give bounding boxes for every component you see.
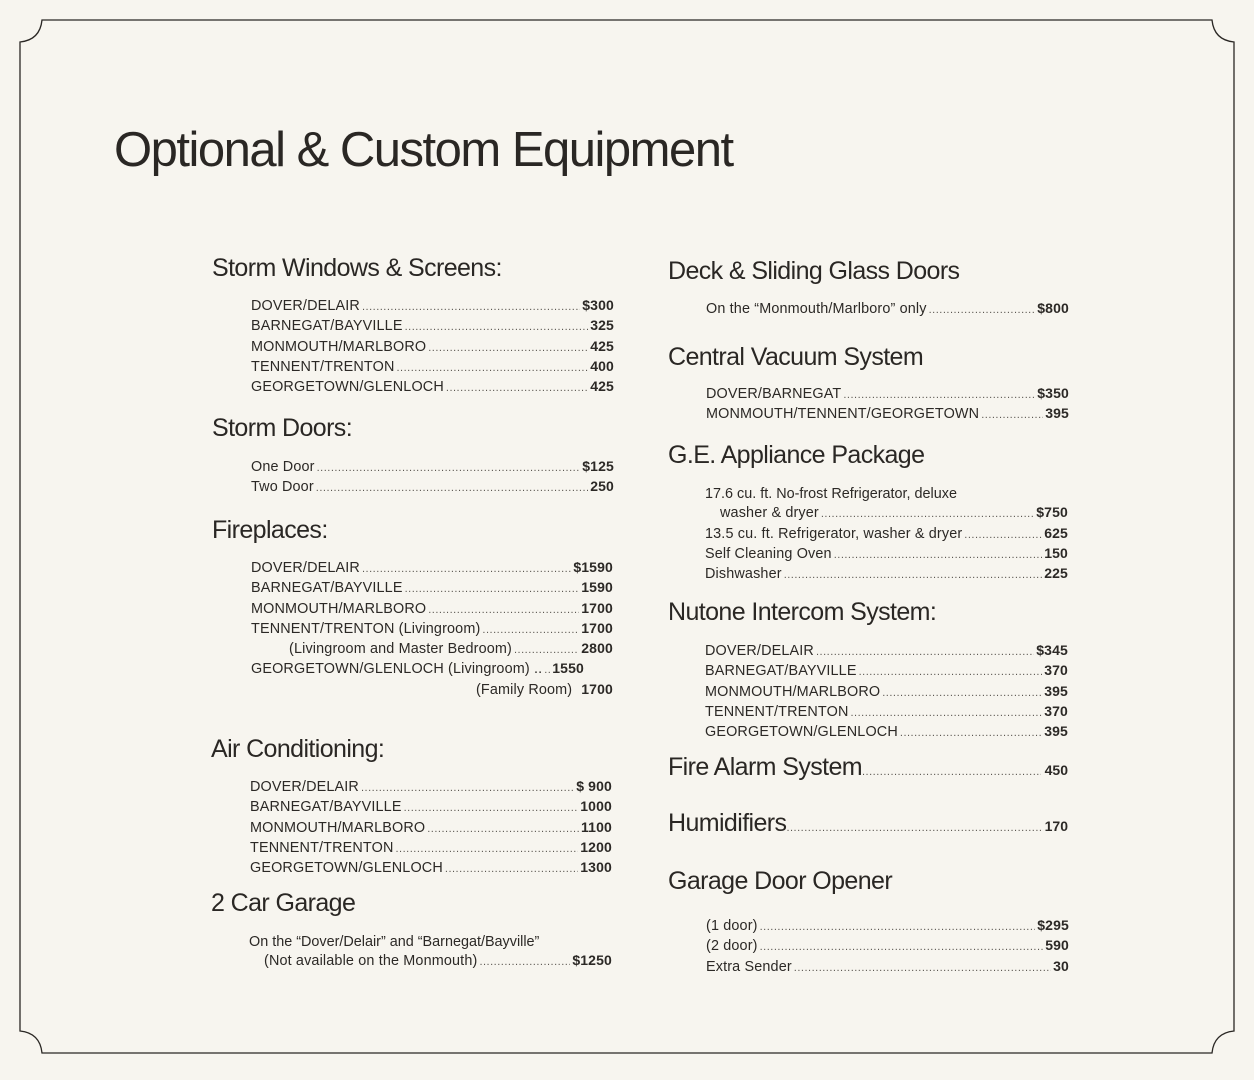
item-price: $ 900	[576, 778, 612, 794]
list-item	[251, 316, 614, 336]
item-label: MONMOUTH/TENNENT/GEORGETOWN	[706, 406, 980, 423]
dot-leader	[859, 663, 1043, 681]
item-label: Two Door	[251, 479, 314, 496]
item-label: BARNEGAT/BAYVILLE	[251, 580, 403, 597]
list-item	[706, 384, 1069, 404]
list-item	[706, 404, 1069, 424]
item-label: (Family Room)	[475, 681, 573, 698]
item-price: 1550	[552, 660, 584, 677]
item-price: $300	[582, 297, 614, 313]
intercom-list	[705, 641, 1068, 742]
item-label: BARNEGAT/BAYVILLE	[250, 799, 402, 816]
section-deck	[668, 256, 959, 286]
dot-leader	[446, 379, 588, 397]
dot-leader	[404, 799, 579, 817]
item-label: Dishwasher	[705, 566, 782, 583]
dot-leader	[427, 820, 579, 838]
dot-leader	[396, 840, 579, 858]
dot-leader	[362, 560, 571, 578]
section-garage	[211, 888, 355, 918]
dot-leader	[821, 505, 1034, 523]
item-price: 30	[1053, 957, 1069, 974]
list-item	[251, 558, 613, 578]
dot-leader	[964, 526, 1042, 544]
item-price: 250	[590, 478, 614, 495]
section-vacuum	[668, 342, 923, 372]
item-price: 625	[1044, 524, 1068, 541]
section-heading: Deck & Sliding Glass Doors	[668, 257, 960, 285]
section-heading: Fireplaces:	[212, 516, 328, 544]
item-price: 395	[1045, 405, 1069, 422]
section-storm-windows	[212, 253, 502, 283]
item-label: BARNEGAT/BAYVILLE	[705, 663, 857, 680]
item-price: 1000	[580, 798, 612, 815]
item-label: TENNENT/TRENTON	[705, 703, 849, 720]
item-price: $1590	[573, 559, 613, 575]
item-label: MONMOUTH/MARLBORO	[705, 683, 881, 700]
item-label: Extra Sender	[706, 958, 792, 975]
storm-doors-list	[251, 457, 614, 498]
list-item	[251, 477, 614, 497]
item-price: 150	[1044, 544, 1068, 561]
item-price: 1300	[580, 859, 612, 876]
dot-leader	[362, 298, 580, 316]
section-heading: Central Vacuum System	[668, 343, 924, 371]
list-item	[251, 599, 613, 619]
appliance-list	[705, 485, 1068, 584]
deck-list	[706, 299, 1069, 319]
item-price: $750	[1036, 504, 1068, 521]
item-label: (1 door)	[706, 918, 758, 934]
list-item	[251, 578, 613, 598]
price: 170	[1044, 818, 1068, 834]
list-item	[251, 659, 613, 679]
item-price: $295	[1037, 917, 1069, 933]
dot-leader	[405, 580, 580, 598]
section-heading: Humidifiers	[668, 809, 787, 837]
item-price: 2800	[581, 640, 613, 657]
list-item	[251, 457, 614, 477]
list-item	[251, 680, 613, 699]
list-item	[250, 838, 612, 858]
section-air-conditioning	[211, 734, 384, 764]
section-fireplaces	[212, 515, 328, 545]
dot-leader	[397, 359, 589, 377]
item-label: MONMOUTH/MARLBORO	[251, 338, 427, 355]
list-item	[706, 957, 1069, 977]
fireplaces-list	[251, 558, 613, 699]
dot-leader	[479, 953, 570, 971]
list-item	[705, 722, 1068, 742]
dot-leader	[544, 661, 550, 679]
list-item	[705, 702, 1068, 722]
section-heading: Nutone Intercom System:	[668, 598, 937, 626]
list-item	[250, 777, 612, 797]
list-item	[706, 299, 1069, 319]
list-item	[705, 564, 1068, 584]
list-item	[250, 818, 612, 838]
page-title: Optional & Custom Equipment	[114, 123, 733, 177]
item-price: $125	[582, 458, 614, 474]
section-storm-doors	[212, 413, 352, 443]
item-label: DOVER/DELAIR	[250, 779, 359, 795]
item-label: DOVER/DELAIR	[705, 643, 814, 659]
dot-leader	[760, 918, 1036, 936]
item-label: DOVER/DELAIR	[251, 560, 360, 576]
list-item	[251, 619, 613, 639]
item-label: On the “Monmouth/Marlboro” only	[706, 301, 927, 317]
list-item	[251, 357, 614, 377]
item-price: 425	[590, 378, 614, 395]
dot-leader	[816, 643, 1034, 661]
dot-leader	[981, 406, 1043, 424]
dot-leader	[929, 301, 1036, 319]
list-item	[705, 524, 1068, 544]
garage-note: On the “Dover/Delair” and “Barnegat/Bayville”	[249, 934, 540, 950]
dot-leader	[445, 860, 578, 878]
storm-windows-list	[251, 296, 614, 397]
item-price: 1100	[581, 818, 612, 835]
section-heading: Garage Door Opener	[668, 867, 893, 895]
dot-leader	[851, 704, 1043, 722]
dot-leader	[361, 779, 574, 797]
list-item	[251, 296, 614, 316]
item-label: DOVER/BARNEGAT	[706, 386, 842, 402]
dot-leader	[317, 459, 581, 477]
item-label: MONMOUTH/MARLBORO	[251, 600, 427, 617]
item-label: Self Cleaning Oven	[705, 545, 832, 562]
list-item	[705, 641, 1068, 661]
item-price: 395	[1044, 682, 1068, 699]
item-label: TENNENT/TRENTON	[251, 358, 395, 375]
dot-leader	[428, 601, 579, 619]
list-item	[706, 936, 1069, 956]
dot-leader	[784, 566, 1043, 584]
item-price: 370	[1044, 702, 1068, 719]
item-price: 395	[1044, 723, 1068, 740]
item-price: 1700	[581, 680, 613, 697]
section-garage-door	[668, 866, 892, 896]
list-item	[251, 377, 614, 397]
item-label: BARNEGAT/BAYVILLE	[251, 318, 403, 335]
item-price: $1250	[572, 952, 612, 969]
list-item	[250, 797, 612, 817]
item-label: (Not available on the Monmouth)	[264, 953, 478, 970]
dot-leader	[405, 318, 589, 336]
item-price: 1200	[580, 838, 612, 855]
item-label: 13.5 cu. ft. Refrigerator, washer & dryer	[705, 525, 963, 542]
item-price: 425	[590, 337, 614, 354]
item-label: GEORGETOWN/GLENLOCH	[705, 724, 898, 741]
section-heading: Air Conditioning:	[211, 735, 385, 763]
garage-list	[249, 933, 612, 972]
item-price: $800	[1037, 300, 1069, 316]
item-label: GEORGETOWN/GLENLOCH	[251, 379, 444, 396]
item-price: $345	[1036, 642, 1068, 658]
section-appliance	[668, 440, 924, 470]
list-item	[705, 661, 1068, 681]
item-price: 590	[1045, 937, 1069, 954]
list-item	[250, 858, 612, 878]
section-heading: G.E. Appliance Package	[668, 441, 925, 469]
item-label: GEORGETOWN/GLENLOCH	[250, 860, 443, 877]
item-label: GEORGETOWN/GLENLOCH (Livingroom) ..	[251, 661, 543, 678]
air-conditioning-list	[250, 777, 612, 878]
appliance-note: 17.6 cu. ft. No-frost Refrigerator, deluxe	[705, 486, 957, 502]
dot-leader	[760, 938, 1044, 956]
item-label: TENNENT/TRENTON (Livingroom)	[251, 620, 481, 637]
dot-leader	[786, 822, 1040, 834]
dot-leader	[514, 641, 579, 659]
dot-leader	[482, 621, 579, 639]
item-price: 225	[1044, 565, 1068, 582]
dot-leader	[900, 724, 1042, 742]
dot-leader	[862, 766, 1041, 778]
dot-leader	[843, 386, 1035, 404]
item-price: 400	[590, 357, 614, 374]
section-intercom	[668, 597, 936, 627]
list-item	[705, 682, 1068, 702]
list-item	[249, 951, 612, 971]
garage-door-list	[706, 916, 1069, 977]
list-item	[705, 544, 1068, 564]
list-item	[251, 639, 613, 659]
item-price: 370	[1044, 662, 1068, 679]
price: 450	[1044, 762, 1068, 778]
item-label: TENNENT/TRENTON	[250, 839, 394, 856]
dot-leader	[794, 959, 1051, 977]
item-label: One Door	[251, 459, 315, 475]
section-heading: Storm Windows & Screens:	[212, 254, 502, 282]
item-price: 1700	[581, 599, 613, 616]
section-humidifiers	[668, 809, 1068, 838]
dot-leader	[428, 339, 588, 357]
item-label: MONMOUTH/MARLBORO	[250, 819, 426, 836]
section-fire-alarm	[668, 753, 1068, 782]
vacuum-list	[706, 384, 1069, 425]
item-label: washer & dryer	[720, 505, 819, 522]
list-item	[706, 916, 1069, 936]
item-label: DOVER/DELAIR	[251, 298, 360, 314]
dot-leader	[316, 479, 588, 497]
list-item	[251, 337, 614, 357]
list-item	[705, 503, 1068, 523]
item-price: 1590	[581, 579, 613, 596]
item-price: $350	[1037, 385, 1069, 401]
item-price: 325	[590, 317, 614, 334]
dot-leader	[882, 684, 1042, 702]
section-heading: Fire Alarm System	[668, 753, 862, 781]
dot-leader	[834, 546, 1042, 564]
section-heading: 2 Car Garage	[211, 889, 356, 917]
item-label: (Livingroom and Master Bedroom)	[289, 641, 512, 658]
section-heading: Storm Doors:	[212, 414, 353, 442]
item-label: (2 door)	[706, 938, 758, 955]
item-price: 1700	[581, 619, 613, 636]
